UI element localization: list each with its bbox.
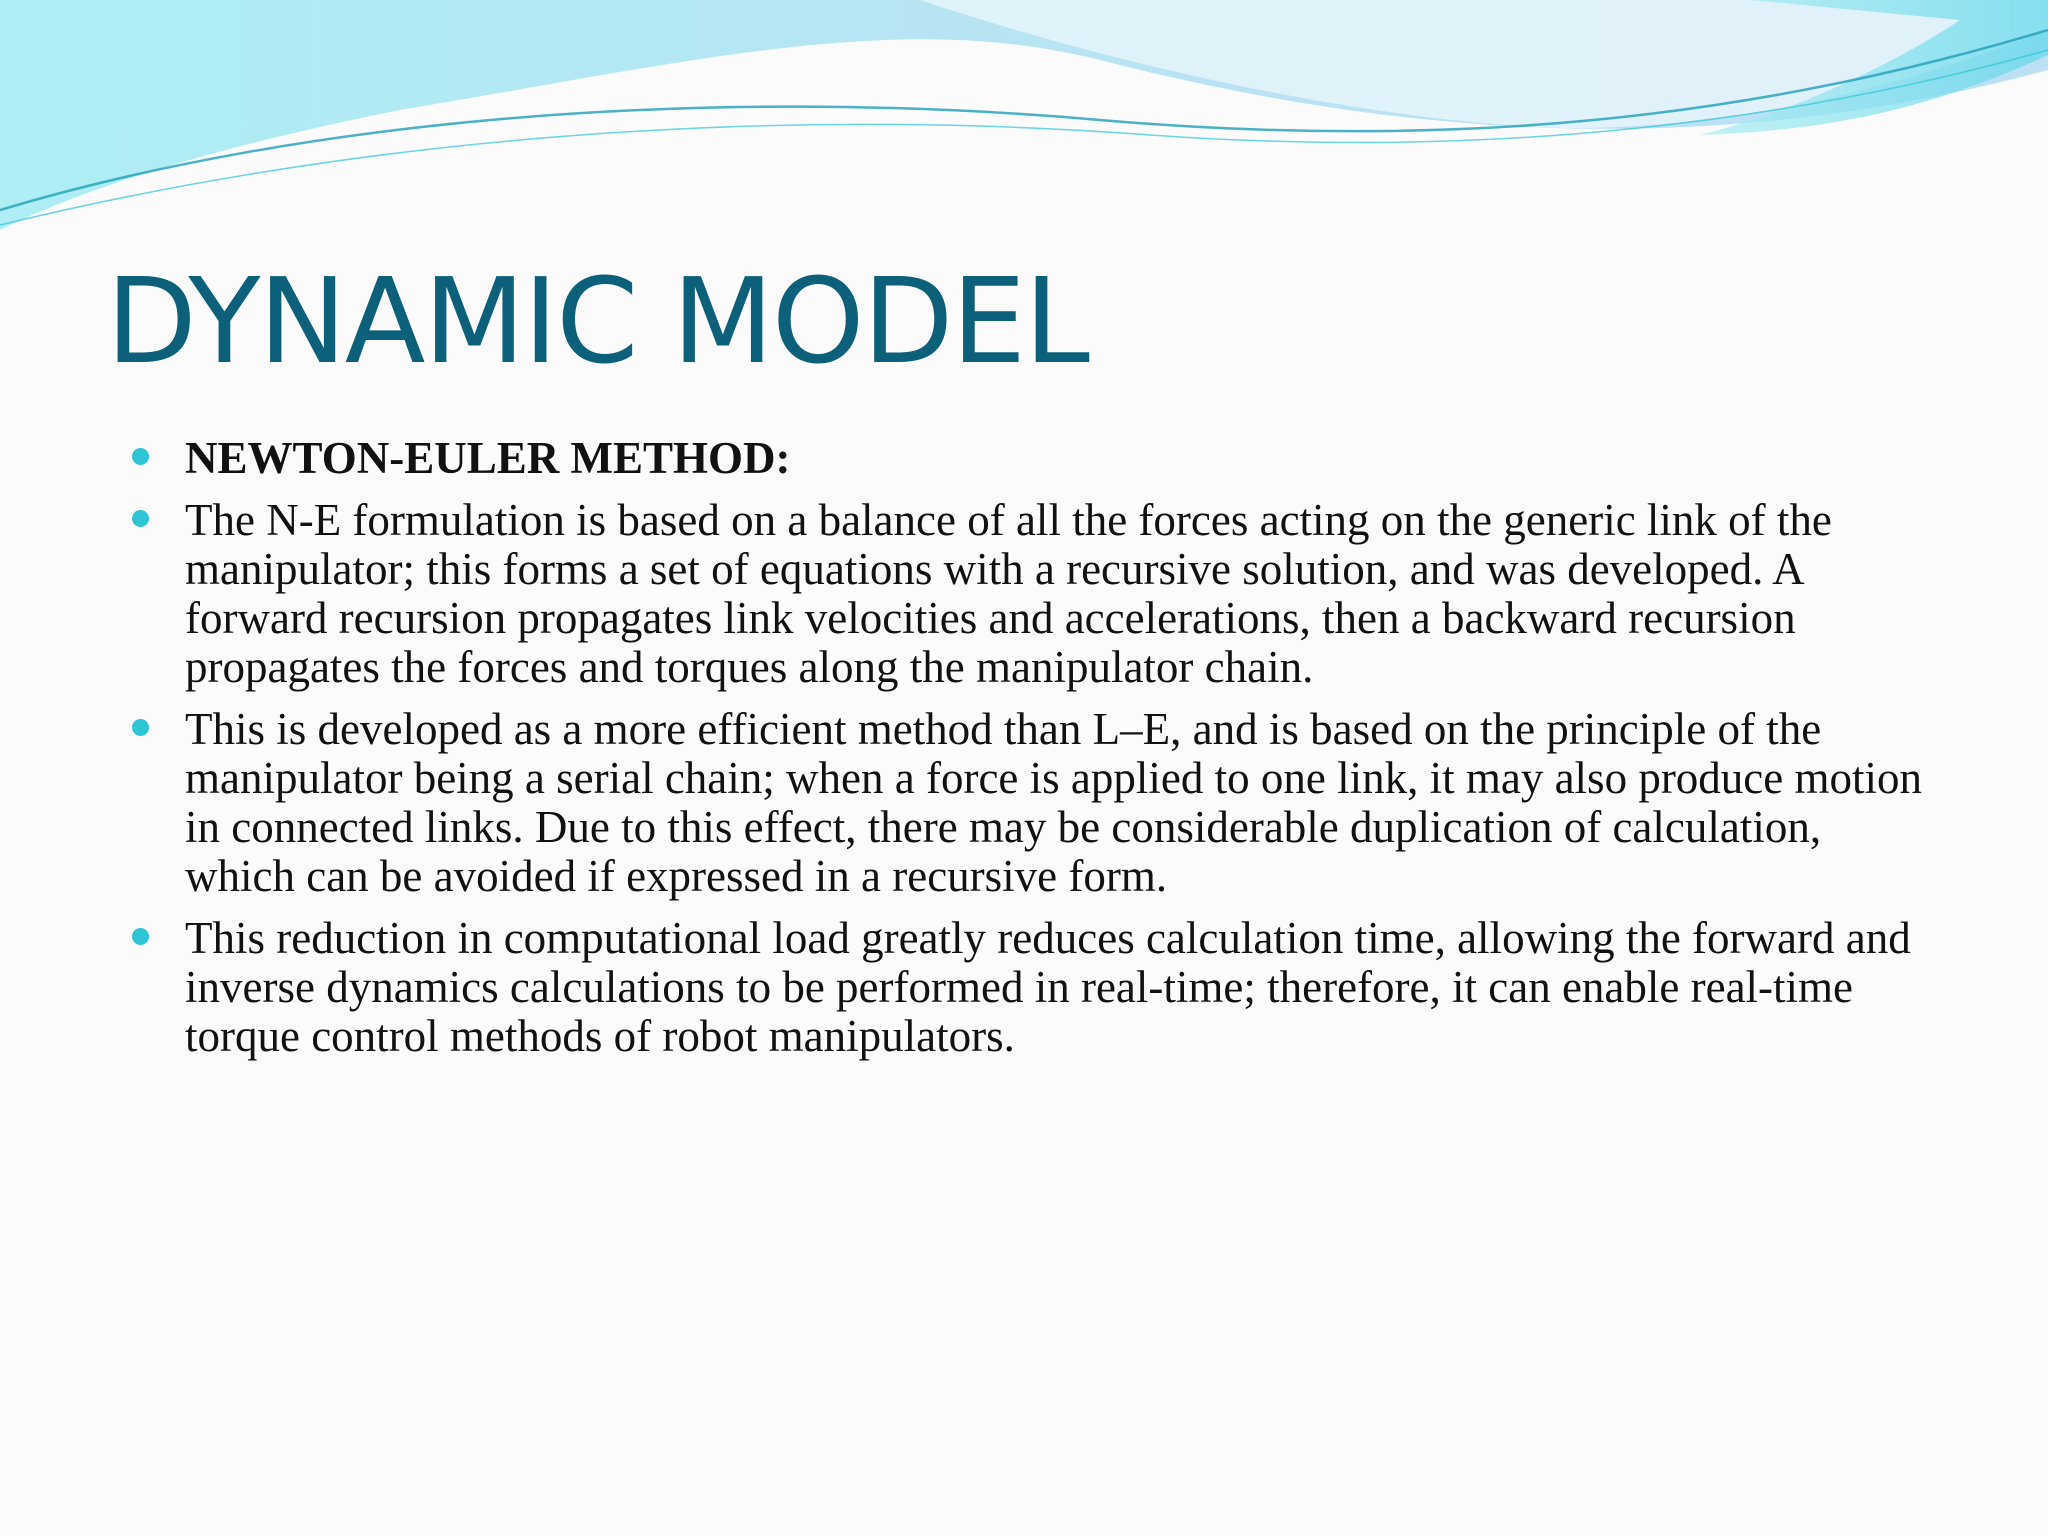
slide-title: DYNAMIC MODEL: [106, 252, 1088, 390]
bullet-text: This reduction in computational load greatly reduces calculation time, allowing the forward and inverse dynamics calculations to be performed in real-time; therefore, it can enable real-time torque control methods of robot manipulators.: [185, 913, 1911, 1061]
bullet-item-heading: [132, 434, 1932, 483]
decorative-wave-header: [0, 0, 2048, 240]
bullet-dot-icon: [132, 719, 149, 736]
bullet-item-formulation: [132, 496, 1932, 692]
bullet-text: The N-E formulation is based on a balance of all the forces acting on the generic link of the manipulator; this forms a set of equations with a recursive solution, and was developed. A forward recursion propagates link velocities and accelerations, then a backward recursion propagates the forces and torques along the manipulator chain.: [185, 495, 1832, 692]
bullet-text: This is developed as a more efficient method than L–E, and is based on the principle of the manipulator being a serial chain; when a force is applied to one link, it may also produce motion in connected links. Due to this effect, there may be considerable duplication of calculation, which can be avoided if expressed in a recursive form.: [185, 704, 1923, 901]
bullet-item-efficiency: [132, 705, 1932, 901]
bullet-dot-icon: [132, 928, 149, 945]
bullet-item-realtime: [132, 914, 1932, 1061]
bullet-text: NEWTON-EULER METHOD:: [185, 433, 791, 483]
bullet-list: [132, 434, 1932, 1074]
bullet-dot-icon: [132, 448, 149, 465]
bullet-dot-icon: [132, 510, 149, 527]
